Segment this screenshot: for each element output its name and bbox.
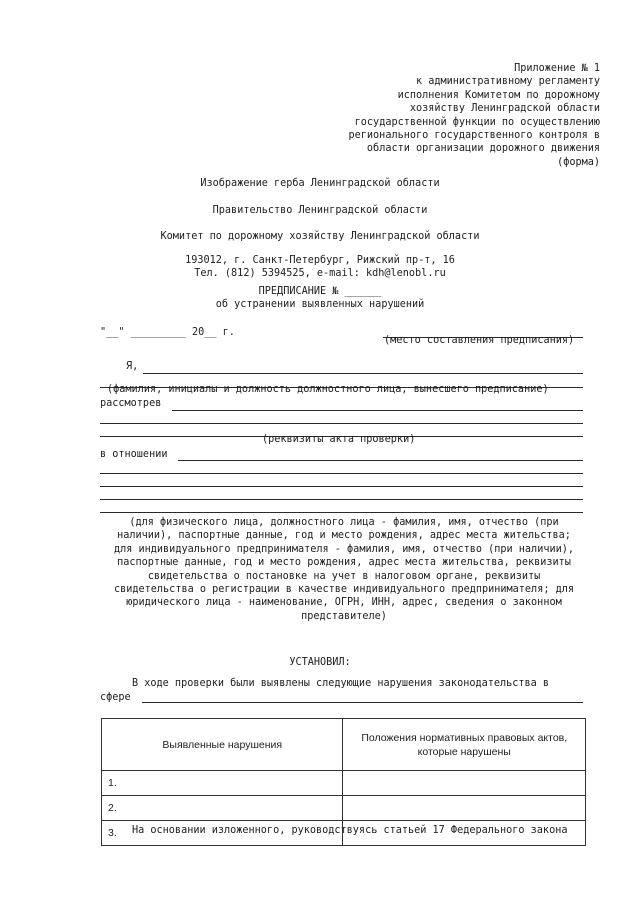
column-header: Выявленные нарушения — [102, 719, 343, 771]
established-sphere: сфере — [100, 692, 131, 703]
subject-line — [178, 460, 583, 461]
order-title: ПРЕДПИСАНИЕ № ______ — [258, 286, 382, 297]
subject-hint-line: юридического лица - наименование, ОГРН, ИНН, адрес, сведения о законном — [126, 597, 562, 609]
subject-line-2 — [100, 473, 583, 474]
committee-name: Комитет по дорожному хозяйству Ленинградской области — [160, 231, 480, 242]
table-row — [102, 796, 586, 821]
committee-address: 193012, г. Санкт-Петербург, Рижский пр-т, 16 — [185, 255, 455, 266]
appendix-line: (форма) — [557, 156, 600, 168]
order-subtitle: об устранении выявленных нарушений — [215, 299, 425, 310]
subject-line-3 — [100, 486, 583, 487]
appendix-line: регионального государственного контроля в — [348, 130, 600, 142]
table-cell: 3. — [102, 821, 343, 846]
official-line — [143, 373, 583, 374]
footer-text: На основании изложенного, руководствуясь статьей 17 Федерального закона — [132, 825, 568, 836]
table-cell — [343, 796, 586, 821]
official-prefix: Я, — [126, 361, 139, 372]
subject-hint-line: для индивидуального предпринимателя - фамилия, имя, отчество (при наличии), — [113, 543, 574, 555]
place-hint: (место составления предписания) — [384, 335, 575, 346]
subject-hint-line: свидетельства о постановке на учет в налоговом органе, реквизиты — [147, 570, 541, 582]
subject-line-5 — [100, 512, 583, 513]
subject-hint-line: представителе) — [301, 610, 387, 622]
appendix-block — [318, 62, 600, 169]
appendix-line: исполнения Комитетом по дорожному — [397, 89, 600, 101]
subject-line-4 — [100, 499, 583, 500]
reviewed-line-2 — [100, 423, 583, 424]
table-header-row — [102, 719, 586, 771]
official-hint: (фамилия, инициалы и должность должностного лица, вынесшего предписание) — [107, 384, 549, 395]
subject-label: в отношении — [100, 449, 168, 460]
appendix-line: хозяйству Ленинградской области — [409, 103, 600, 115]
table-cell: 2. — [102, 796, 343, 821]
table-row — [102, 771, 586, 796]
coat-of-arms-placeholder: Изображение герба Ленинградской области — [200, 178, 440, 189]
appendix-line: Приложение № 1 — [514, 63, 600, 74]
subject-hint — [104, 516, 584, 623]
subject-hint-line: свидетельства о регистрации в качестве индивидуального предпринимателя; для — [113, 584, 574, 596]
subject-hint-line: наличии), паспортные данные, год и место рождения, адрес места жительства; — [117, 530, 571, 542]
committee-contacts: Тел. (812) 5394525, e-mail: kdh@lenobl.ru — [194, 268, 446, 279]
established-intro: В ходе проверки были выявлены следующие нарушения законодательства в — [132, 678, 550, 689]
reviewed-label: рассмотрев — [100, 398, 162, 409]
date-field: "__" _________ 20__ г. — [100, 327, 235, 338]
reviewed-line — [172, 410, 583, 411]
act-hint: (реквизиты акта проверки) — [262, 434, 416, 445]
appendix-line: области организации дорожного движения — [366, 143, 600, 155]
table-cell — [343, 771, 586, 796]
sphere-line — [142, 702, 583, 703]
established-heading: УСТАНОВИЛ: — [289, 657, 351, 668]
table-cell: 1. — [102, 771, 343, 796]
government-name: Правительство Ленинградской области — [212, 205, 428, 216]
subject-hint-line: (для физического лица, должностного лица - фамилия, имя, отчество (при — [129, 517, 559, 528]
appendix-line: к административному регламенту — [415, 76, 600, 88]
column-header: Положения нормативных правовых актов, которые нарушены — [343, 719, 586, 771]
subject-hint-line: паспортные данные, год и место рождения, адрес места жительства, реквизиты — [117, 557, 571, 569]
appendix-line: государственной функции по осуществлению — [354, 116, 600, 128]
